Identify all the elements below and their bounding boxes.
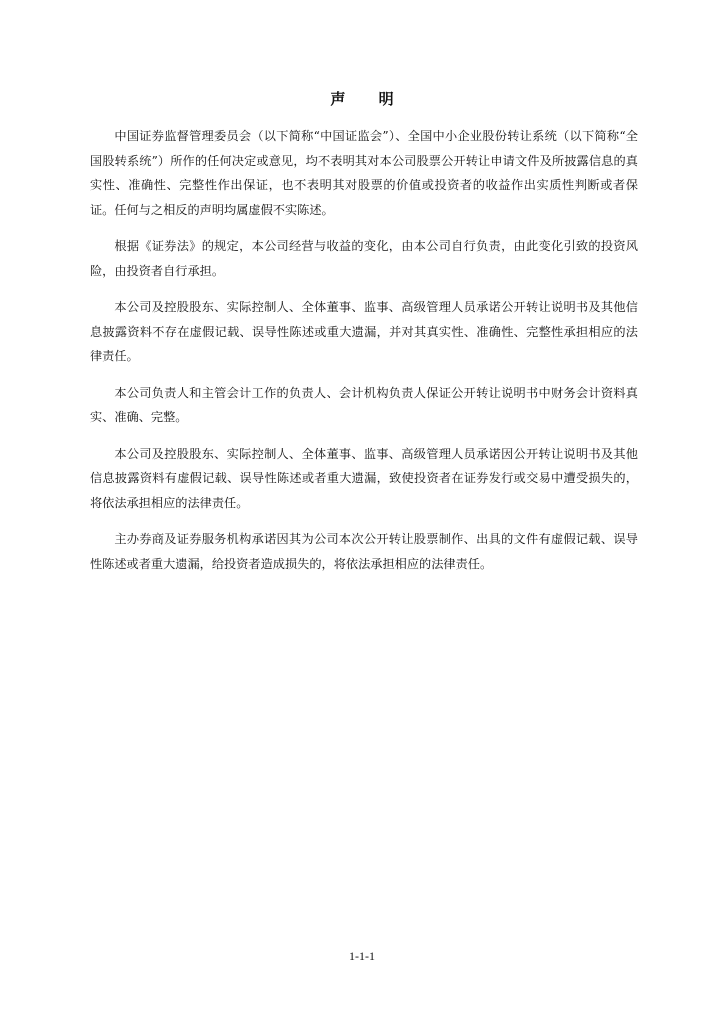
paragraph-disclosure-commitment: 本公司及控股股东、实际控制人、全体董事、监事、高级管理人员承诺公开转让说明书及其他信息披露资料不存在虚假记载、误导性陈述或重大遗漏，并对其真实性、准确性、完整性承担相应的法律责任。	[90, 300, 638, 363]
paragraph-broker-commitment: 主办券商及证券服务机构承诺因其为公司本次公开转让股票制作、出具的文件有虚假记载、误导性陈述或者重大遗漏，给投资者造成损失的，将依法承担相应的法律责任。	[90, 532, 638, 571]
paragraph-liability-commitment: 本公司及控股股东、实际控制人、全体董事、监事、高级管理人员承诺因公开转让说明书及其他信息披露资料有虚假记载、误导性陈述或者重大遗漏，致使投资者在证券发行或交易中遭受损失的，将依法承担相应的法律责任。	[90, 446, 638, 510]
page-number: 1-1-1	[349, 949, 375, 963]
paragraph-regulator-disclaimer: 中国证券监督管理委员会（以下简称“中国证监会”）、全国中小企业股份转让系统（以下简称“全国股转系统”）所作的任何决定或意见，均不表明其对本公司股票公开转让申请文件及所披露信息的真实性、准确性、完整性作出保证，也不表明其对股票的价值或投资者的收益作出实质性判断或者保证。任何与之相反的声明均属虚假不实陈述。	[90, 129, 638, 217]
statement-body	[90, 124, 638, 588]
page-title: 声 明	[330, 90, 408, 108]
paragraph-financial-guarantee: 本公司负责人和主管会计工作的负责人、会计机构负责人保证公开转让说明书中财务会计资料真实、准确、完整。	[90, 385, 638, 424]
paragraph-investment-risk: 根据《证券法》的规定，本公司经营与收益的变化，由本公司自行负责，由此变化引致的投资风险，由投资者自行承担。	[90, 239, 638, 278]
